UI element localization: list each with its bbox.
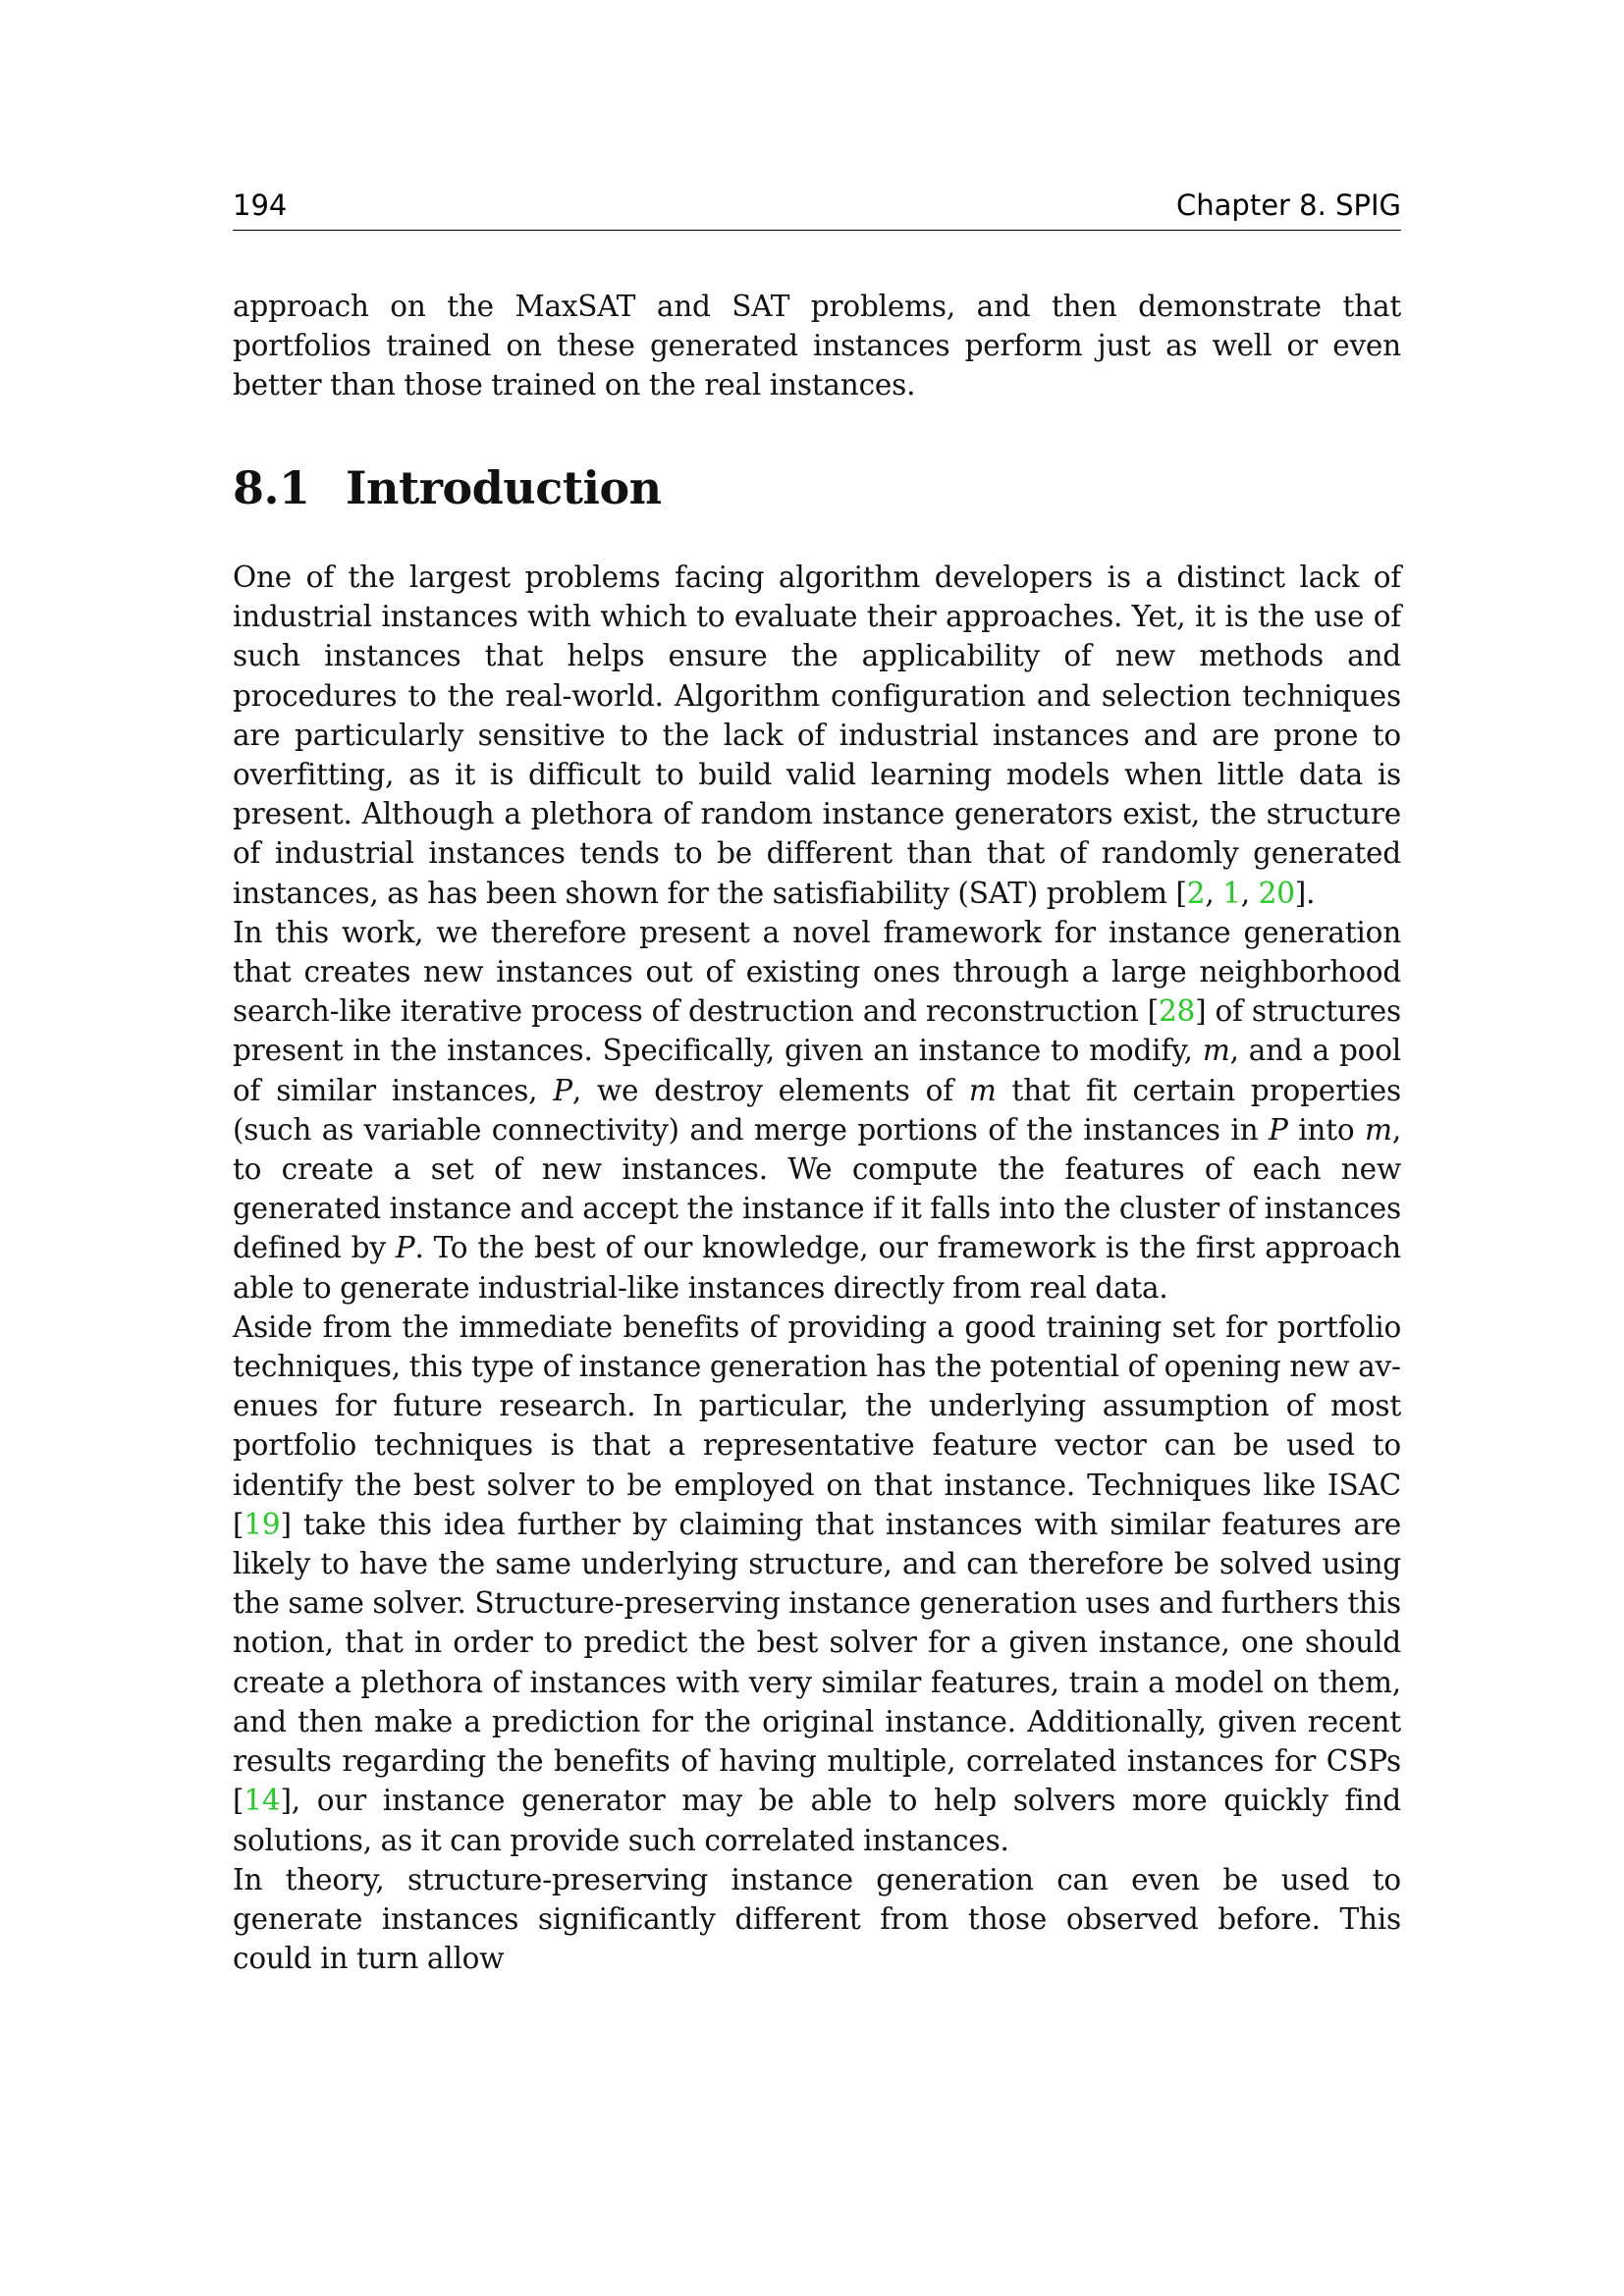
text-run: ], our instance generator may be able to help solvers more quickly find solutions, as it can provide such correlated instances. xyxy=(233,1784,1401,1857)
section-number: 8.1 xyxy=(233,461,310,514)
text-run: into xyxy=(1287,1112,1366,1147)
section-heading xyxy=(233,461,662,514)
running-head xyxy=(233,185,1401,231)
text-run: In this work, we therefore present a novel framework for instance generation that creates new instances out of existing ones through a large neighborhood search-like iterative process of destruction and reconstruction [ xyxy=(233,915,1401,1029)
text-run: One of the largest problems facing algorithm developers is a distinct lack of industrial instances with which to evaluate their approaches. Yet, it is the use of such instances that helps ensure the applicability of new methods and procedures to the real-world. Algorithm configuration and selection techniques are particularly sensitive to the lack of industrial instances and are prone to overfitting, as it is difficult to build valid learning models when little data is present. Although a plethora of random instance generators exist, the structure of industrial instances tends to be different than that of randomly generated instances, as has been shown for the satisfiability (SAT) problem [ xyxy=(233,561,1401,910)
math-variable: m xyxy=(1365,1112,1392,1147)
math-variable: P xyxy=(1268,1112,1288,1147)
citation-link[interactable]: 28 xyxy=(1158,994,1196,1029)
math-variable: P xyxy=(395,1231,415,1265)
text-run: ]. xyxy=(1294,876,1316,910)
page-number: 194 xyxy=(233,188,288,222)
section-body xyxy=(233,558,1401,1978)
text-run: , xyxy=(1205,876,1223,910)
intro-paragraph: approach on the MaxSAT and SAT problems, and then demonstrate that portfolios trained on these generated instances perform just as well or even better than those trained on the real instances. xyxy=(233,290,1401,402)
math-variable: P xyxy=(553,1073,572,1107)
paragraph-1 xyxy=(233,558,1401,913)
math-variable: m xyxy=(968,1073,997,1107)
citation-link[interactable]: 14 xyxy=(244,1784,281,1818)
citation-link[interactable]: 1 xyxy=(1222,876,1241,910)
paragraph-3 xyxy=(233,1308,1401,1860)
paragraph-2 xyxy=(233,913,1401,1308)
text-run: , to create a set of new instances. We compute the features of each new generated instance and accept the instance if it falls into the cluster of instances defined by xyxy=(233,1112,1401,1265)
math-variable: m xyxy=(1202,1034,1230,1068)
text-run: . To the best of our knowledge, our framework is the first approach able to generate industrial-like instances directly from real data. xyxy=(233,1231,1401,1305)
text-run: ] of structures present in the instances. Specifically, given an instance to modify, xyxy=(233,994,1401,1068)
paragraph-4: In theory, structure-preserving instance generation can even be used to generate instances significantly different from those observed before. This could in turn allow xyxy=(233,1862,1401,1976)
text-run: that fit certain properties (such as variable connectivity) and merge portions of the instances in xyxy=(233,1073,1402,1147)
citation-link[interactable]: 19 xyxy=(244,1507,281,1541)
text-run: ] take this idea further by claiming that instances with similar features are likely to have the same underlying structure, and can therefore be solved using the same solver. Structure-preserving instance generation uses and furthers this notion, that in order to predict the best solver for a given instance, one should create a plethora of instances with very similar features, train a model on them, and then make a prediction for the original instance. Additionally, given recent results regarding the benefits of having multiple, correlated instances for CSPs [ xyxy=(233,1507,1401,1818)
text-run: , we destroy elements of xyxy=(571,1073,969,1107)
chapter-label: Chapter 8. SPIG xyxy=(1176,188,1401,222)
citation-link[interactable]: 20 xyxy=(1258,876,1295,910)
page xyxy=(233,0,1401,2296)
text-run: , xyxy=(1240,876,1259,910)
citation-link[interactable]: 2 xyxy=(1186,876,1206,910)
text-run: Aside from the immediate benefits of providing a good training set for portfolio techniques, this type of instance generation has the potential of opening new avenues for future research. In particular, the underlying assumption of most portfolio techniques is that a representative feature vector can be used to identify the best solver to be employed on that instance. Techniques like ISAC [ xyxy=(233,1309,1401,1541)
text-run: , and a pool of similar instances, xyxy=(233,1034,1401,1107)
section-title: Introduction xyxy=(346,461,662,514)
